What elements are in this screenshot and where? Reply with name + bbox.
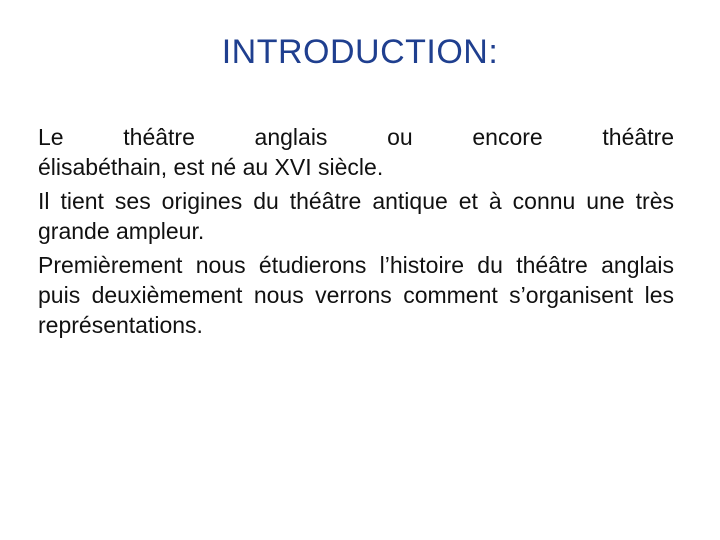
paragraph-intro: [38, 122, 674, 182]
paragraph-intro-line-1: Le théâtre anglais ou encore théâtre: [38, 124, 674, 150]
paragraph-origins: Il tient ses origines du théâtre antique et à connu une très grande ampleur.: [38, 188, 674, 244]
paragraph-plan: Premièrement nous étudierons l’histoire du théâtre anglais puis deuxièmement nous verrons comment s’organisent les représentations.: [38, 252, 674, 338]
paragraph-intro-line-2: élisabéthain, est né au XVI siècle.: [38, 154, 384, 180]
slide-body: [38, 122, 674, 344]
slide-title: INTRODUCTION:: [221, 33, 499, 71]
